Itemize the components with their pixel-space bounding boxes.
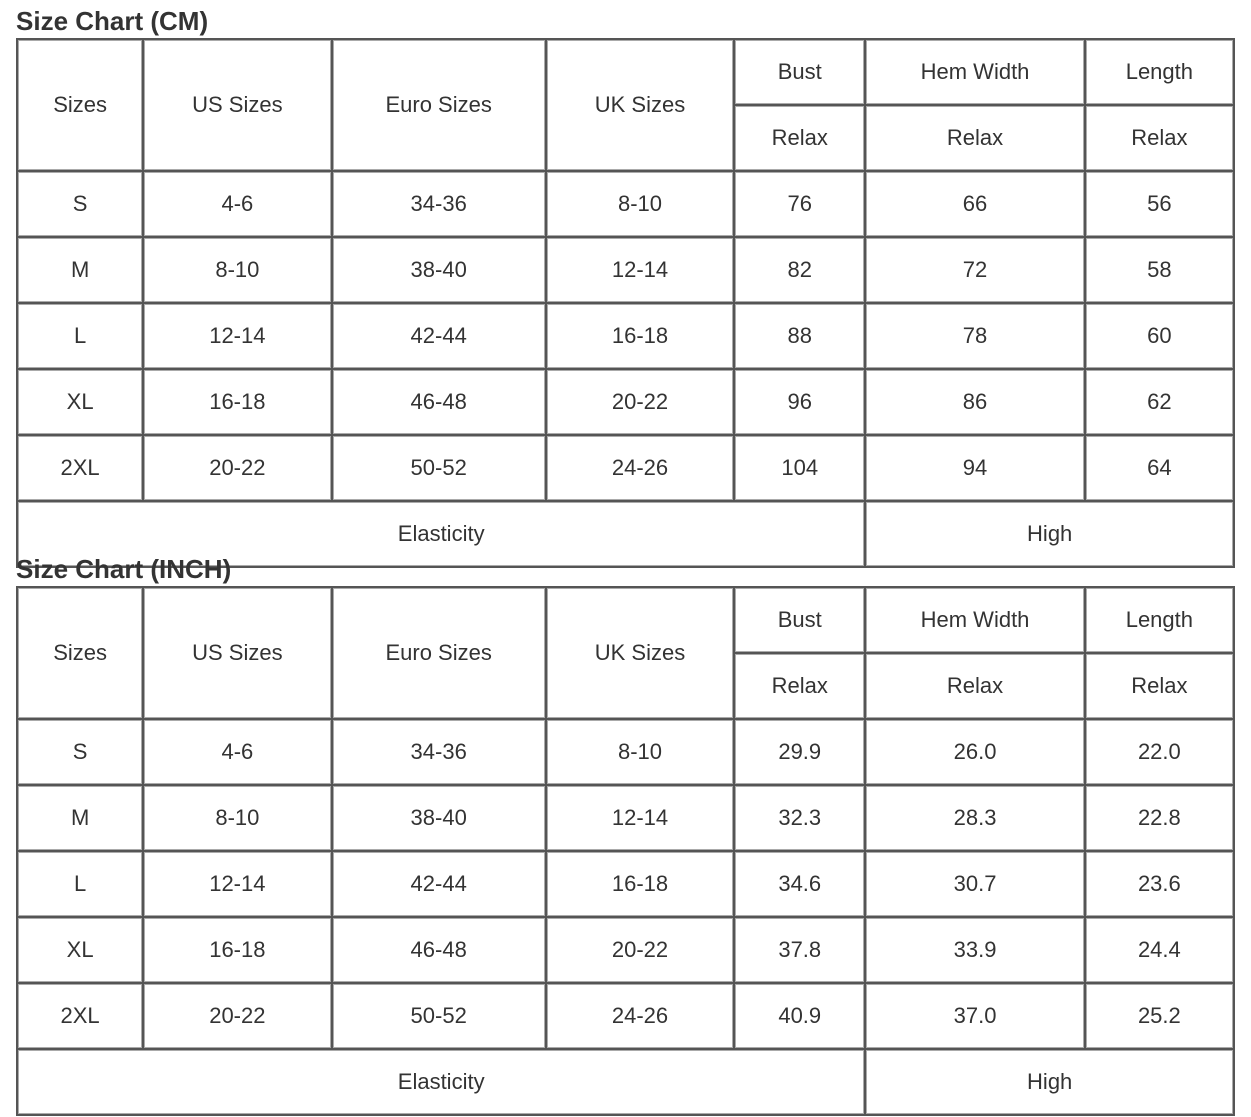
cell-euro: 50-52 [333, 436, 545, 500]
cell-uk: 8-10 [547, 172, 733, 236]
cell-size: 2XL [18, 436, 142, 500]
size-chart-cm-table [16, 38, 1235, 568]
cell-euro: 50-52 [333, 984, 545, 1048]
cell-length: 22.8 [1086, 786, 1233, 850]
cell-hem: 94 [866, 436, 1083, 500]
header-euro-sizes: Euro Sizes [333, 588, 545, 718]
cell-size: S [18, 720, 142, 784]
cell-length: 62 [1086, 370, 1233, 434]
cell-euro: 34-36 [333, 720, 545, 784]
cell-uk: 16-18 [547, 304, 733, 368]
cell-uk: 24-26 [547, 984, 733, 1048]
header-row [18, 40, 1233, 104]
cell-us: 20-22 [144, 436, 330, 500]
elasticity-value: High [866, 1050, 1233, 1114]
table-row [18, 304, 1233, 368]
header-sizes: Sizes [18, 40, 142, 170]
cell-length: 60 [1086, 304, 1233, 368]
cell-hem: 30.7 [866, 852, 1083, 916]
header-length: Length [1086, 40, 1233, 104]
cell-hem: 72 [866, 238, 1083, 302]
header-hem-width: Hem Width [866, 588, 1083, 652]
cell-us: 4-6 [144, 720, 330, 784]
table-row [18, 918, 1233, 982]
table-row [18, 720, 1233, 784]
header-hem-width: Hem Width [866, 40, 1083, 104]
cell-length: 25.2 [1086, 984, 1233, 1048]
header-uk-sizes: UK Sizes [547, 588, 733, 718]
table-row [18, 984, 1233, 1048]
subheader-bust-relax: Relax [735, 106, 864, 170]
size-chart-cm-title: Size Chart (CM) [16, 6, 209, 36]
elasticity-label: Elasticity [18, 1050, 864, 1114]
elasticity-label: Elasticity [18, 502, 864, 566]
cell-length: 56 [1086, 172, 1233, 236]
cell-length: 22.0 [1086, 720, 1233, 784]
cell-bust: 76 [735, 172, 864, 236]
table-row [18, 436, 1233, 500]
size-chart-inch-table [16, 586, 1235, 1116]
cell-size: M [18, 786, 142, 850]
subheader-bust-relax: Relax [735, 654, 864, 718]
cell-us: 16-18 [144, 370, 330, 434]
cell-bust: 29.9 [735, 720, 864, 784]
cell-bust: 34.6 [735, 852, 864, 916]
subheader-length-relax: Relax [1086, 654, 1233, 718]
cell-size: L [18, 304, 142, 368]
table-row [18, 852, 1233, 916]
cell-us: 20-22 [144, 984, 330, 1048]
cell-length: 24.4 [1086, 918, 1233, 982]
subheader-hem-relax: Relax [866, 106, 1083, 170]
subheader-hem-relax: Relax [866, 654, 1083, 718]
cell-hem: 28.3 [866, 786, 1083, 850]
cell-bust: 40.9 [735, 984, 864, 1048]
cell-length: 23.6 [1086, 852, 1233, 916]
table-row [18, 238, 1233, 302]
cell-uk: 16-18 [547, 852, 733, 916]
header-bust: Bust [735, 588, 864, 652]
cell-size: 2XL [18, 984, 142, 1048]
cell-us: 4-6 [144, 172, 330, 236]
header-euro-sizes: Euro Sizes [333, 40, 545, 170]
cell-bust: 32.3 [735, 786, 864, 850]
cell-euro: 42-44 [333, 852, 545, 916]
cell-hem: 26.0 [866, 720, 1083, 784]
cell-length: 58 [1086, 238, 1233, 302]
cell-euro: 38-40 [333, 238, 545, 302]
cell-bust: 88 [735, 304, 864, 368]
cell-hem: 78 [866, 304, 1083, 368]
table-row [18, 172, 1233, 236]
cell-uk: 20-22 [547, 918, 733, 982]
cell-euro: 34-36 [333, 172, 545, 236]
cell-us: 16-18 [144, 918, 330, 982]
cell-size: S [18, 172, 142, 236]
table-row [18, 786, 1233, 850]
cell-bust: 96 [735, 370, 864, 434]
cell-size: L [18, 852, 142, 916]
cell-euro: 38-40 [333, 786, 545, 850]
cell-us: 8-10 [144, 238, 330, 302]
cell-us: 8-10 [144, 786, 330, 850]
footer-row [18, 1050, 1233, 1114]
table-row [18, 370, 1233, 434]
cell-hem: 66 [866, 172, 1083, 236]
cell-size: M [18, 238, 142, 302]
cell-us: 12-14 [144, 852, 330, 916]
cell-bust: 82 [735, 238, 864, 302]
cell-hem: 86 [866, 370, 1083, 434]
cell-size: XL [18, 370, 142, 434]
header-us-sizes: US Sizes [144, 588, 330, 718]
cell-euro: 42-44 [333, 304, 545, 368]
cell-uk: 12-14 [547, 238, 733, 302]
subheader-length-relax: Relax [1086, 106, 1233, 170]
cell-length: 64 [1086, 436, 1233, 500]
cell-euro: 46-48 [333, 370, 545, 434]
header-us-sizes: US Sizes [144, 40, 330, 170]
header-bust: Bust [735, 40, 864, 104]
header-uk-sizes: UK Sizes [547, 40, 733, 170]
cell-hem: 33.9 [866, 918, 1083, 982]
cell-us: 12-14 [144, 304, 330, 368]
cell-size: XL [18, 918, 142, 982]
cell-euro: 46-48 [333, 918, 545, 982]
cell-uk: 24-26 [547, 436, 733, 500]
size-chart-inch-title: Size Chart (INCH) [16, 554, 232, 584]
cell-hem: 37.0 [866, 984, 1083, 1048]
cell-bust: 104 [735, 436, 864, 500]
cell-uk: 12-14 [547, 786, 733, 850]
header-row [18, 588, 1233, 652]
cell-uk: 20-22 [547, 370, 733, 434]
elasticity-value: High [866, 502, 1233, 566]
cell-bust: 37.8 [735, 918, 864, 982]
header-sizes: Sizes [18, 588, 142, 718]
header-length: Length [1086, 588, 1233, 652]
cell-uk: 8-10 [547, 720, 733, 784]
